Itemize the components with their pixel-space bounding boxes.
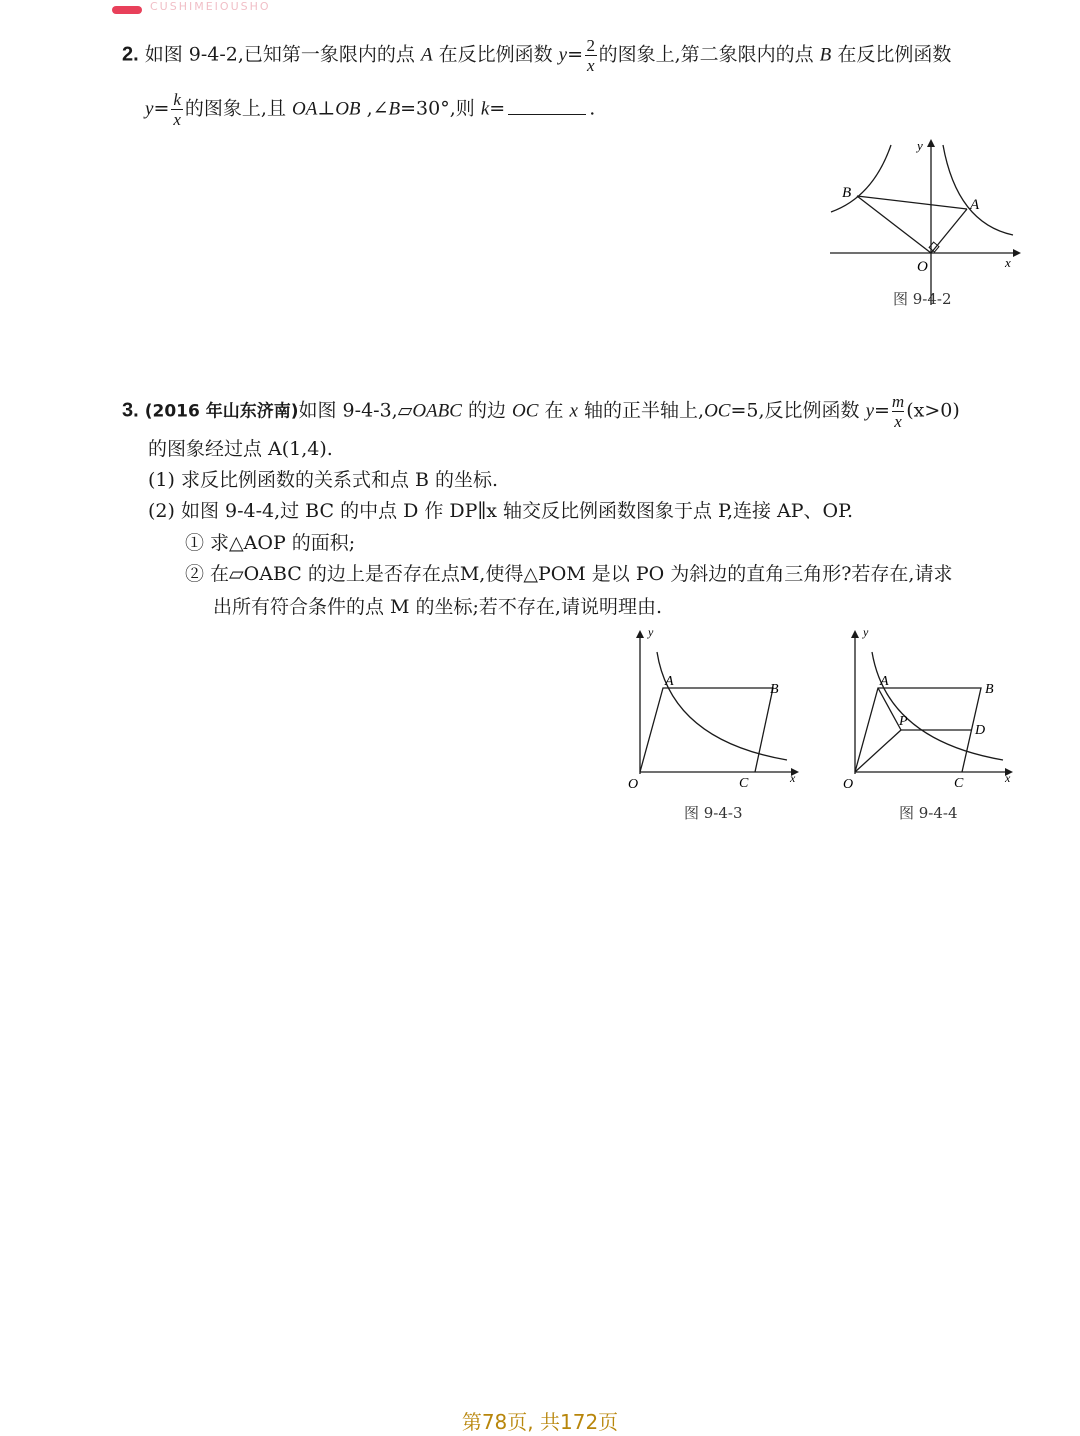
q3-line-2: 的图象经过点 A(1,4). xyxy=(148,438,333,460)
label-b: B xyxy=(842,185,852,201)
parallelogram-symbol: ▱ xyxy=(397,399,413,422)
q2-line-2 xyxy=(145,90,595,129)
q2-angle-b: B xyxy=(388,98,401,120)
q2-eq: = xyxy=(153,97,170,120)
label-a: A xyxy=(970,197,980,213)
q2-eq: = xyxy=(489,97,506,120)
q2-seg-oa: OA xyxy=(292,98,318,120)
q2-text: 在反比例函数 xyxy=(831,43,952,66)
curve-k-over-x xyxy=(831,145,891,212)
label-y: y xyxy=(917,138,923,153)
q2-point-b: B xyxy=(819,44,832,66)
label-a: A xyxy=(665,674,674,689)
fraction-denominator: x xyxy=(587,56,595,75)
label-o: O xyxy=(628,777,639,792)
q2-fraction-k-over-x xyxy=(171,90,183,129)
q3-oc: OC xyxy=(704,400,731,422)
segment-ab xyxy=(857,196,967,209)
label-b: B xyxy=(985,682,994,697)
segment-oa xyxy=(931,209,967,253)
label-c: C xyxy=(954,776,964,791)
q3-oabc: OABC xyxy=(412,400,462,422)
x-axis-arrow-icon xyxy=(1013,249,1021,257)
y-axis-arrow-icon xyxy=(636,630,644,638)
q2-text: 的图象上,且 xyxy=(184,97,292,120)
q3-eq: = xyxy=(874,399,890,422)
curve-m-over-x xyxy=(872,652,1003,760)
q3-part-2-ii-line-2: 出所有符合条件的点 M 的坐标;若不存在,请说明理由. xyxy=(213,596,663,618)
caption-9-4-4: 图 9-4-4 xyxy=(899,804,958,822)
header-mark xyxy=(112,6,142,14)
q3-text: 的边 xyxy=(461,399,513,422)
q3-text: 轴的正半轴上, xyxy=(577,399,705,422)
y-axis-arrow-icon xyxy=(851,630,859,638)
q2-seg-ob: OB xyxy=(335,98,361,120)
q2-number: 2. xyxy=(122,43,139,66)
q3-text: =5,反比例函数 xyxy=(730,399,866,422)
answer-blank xyxy=(508,98,586,115)
q3-number: 3. xyxy=(122,399,139,422)
q2-var-y: y xyxy=(145,98,154,120)
label-x: x xyxy=(1005,771,1011,785)
label-o: O xyxy=(917,259,928,275)
label-o: O xyxy=(843,777,854,792)
caption-9-4-2: 图 9-4-2 xyxy=(893,290,952,308)
fraction-denominator: x xyxy=(173,110,181,129)
y-axis-arrow-icon xyxy=(927,139,935,147)
q3-text: 在 xyxy=(538,399,570,422)
caption-9-4-3: 图 9-4-3 xyxy=(684,804,743,822)
q3-oc: OC xyxy=(512,400,539,422)
label-y: y xyxy=(863,625,869,639)
q2-text: . xyxy=(589,97,596,120)
curve-2-over-x xyxy=(943,145,1013,235)
q3-text: 如图 9-4-3, xyxy=(298,399,398,422)
q3-x: x xyxy=(569,400,578,422)
q2-text: =30°,则 xyxy=(400,97,481,120)
q3-fraction-m-over-x xyxy=(892,392,904,431)
q2-eq: = xyxy=(567,43,584,66)
figure-9-4-2 xyxy=(825,135,1025,310)
q2-var-k: k xyxy=(480,98,490,120)
q3-part-2: (2) 如图 9-4-4,过 BC 的中点 D 作 DP∥x 轴交反比例函数图象于点 P,连接 AP、OP. xyxy=(148,500,854,522)
fraction-numerator: 2 xyxy=(586,36,596,55)
q2-text: 在反比例函数 xyxy=(432,43,559,66)
q3-line-1 xyxy=(122,392,960,431)
page-counter: 第78页, 共172页 xyxy=(461,1410,619,1434)
label-x: x xyxy=(790,771,796,785)
figure-9-4-3 xyxy=(615,622,810,800)
segment-ob xyxy=(857,196,931,253)
label-y: y xyxy=(648,625,654,639)
q2-line-1 xyxy=(122,36,951,75)
segment-op xyxy=(855,730,901,772)
q3-part-2-i: ① 求△AOP 的面积; xyxy=(185,532,356,554)
q2-text: 如图 9-4-2,已知第一象限内的点 xyxy=(144,43,421,66)
q2-fraction-2-over-x xyxy=(585,36,597,75)
q3-source: (2016 年山东济南) xyxy=(144,401,299,422)
label-d: D xyxy=(975,723,986,738)
curve-m-over-x xyxy=(657,652,787,760)
fraction-denominator: x xyxy=(892,411,904,431)
label-a: A xyxy=(880,674,889,689)
label-c: C xyxy=(739,776,749,791)
q2-text: ,∠ xyxy=(360,97,389,120)
q3-part-2-ii-line-1: ② 在▱OABC 的边上是否存在点M,使得△POM 是以 PO 为斜边的直角三角形?若存在,请求 xyxy=(185,563,953,585)
q3-part-1: (1) 求反比例函数的关系式和点 B 的坐标. xyxy=(148,469,499,491)
label-x: x xyxy=(1005,255,1011,270)
q3-condition: (x>0) xyxy=(906,399,960,422)
q2-var-y: y xyxy=(558,44,568,66)
q3-y: y xyxy=(865,400,874,422)
figure-9-4-4 xyxy=(835,622,1025,800)
header-faint-text: CUSHIMEIOUSHO xyxy=(150,0,271,13)
q2-perp: ⊥ xyxy=(317,97,336,120)
fraction-numerator: m xyxy=(891,392,905,411)
label-b: B xyxy=(770,682,779,697)
fraction-numerator: k xyxy=(173,90,181,109)
q2-text: 的图象上,第二象限内的点 xyxy=(598,43,820,66)
q2-point-a: A xyxy=(420,44,433,66)
label-p: P xyxy=(899,714,908,729)
